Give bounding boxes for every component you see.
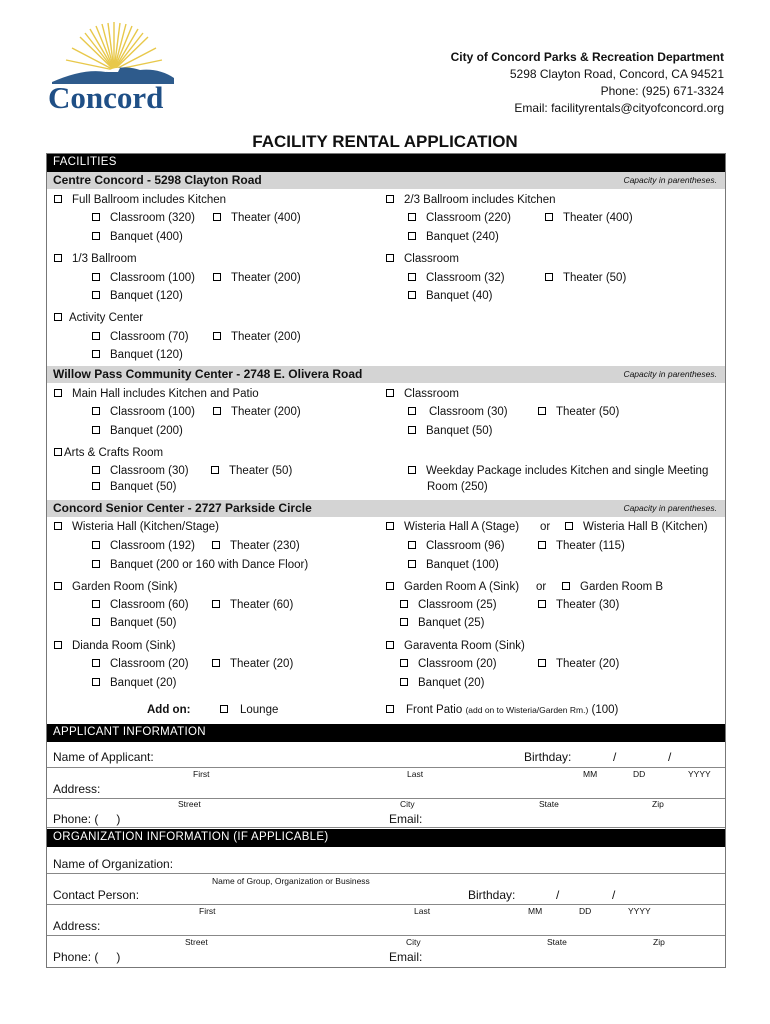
yyyy-hint: YYYY <box>628 906 651 916</box>
wa-theater-option[interactable]: Theater (115) <box>538 540 625 552</box>
department-email: Email: facilityrentals@cityofconcord.org <box>514 101 724 115</box>
org-name-line[interactable] <box>47 873 725 874</box>
contact-person-label: Contact Person: <box>53 888 140 902</box>
applicant-name-label: Name of Applicant: <box>53 750 154 764</box>
applicant-address-line[interactable] <box>47 798 725 799</box>
ot-banquet-option[interactable]: Banquet (120) <box>92 290 183 302</box>
wa-banquet-option[interactable]: Banquet (100) <box>408 559 499 571</box>
tt-classroom-option[interactable]: Classroom (220) <box>408 212 511 224</box>
front-patio-capacity: (100) <box>591 704 619 716</box>
org-address-line[interactable] <box>47 935 725 936</box>
wp-cl-banquet-option[interactable]: Banquet (50) <box>408 425 493 437</box>
wh-banquet-option[interactable]: Banquet (200 or 160 with Dance Floor) <box>92 559 308 571</box>
applicant-birthday-label: Birthday: <box>524 750 572 764</box>
applicant-name-line[interactable] <box>47 767 725 768</box>
one-third-ballroom-option[interactable]: 1/3 Ballroom <box>54 253 137 265</box>
wa-classroom-option[interactable]: Classroom (96) <box>408 540 505 552</box>
wisteria-b-option[interactable]: Wisteria Hall B (Kitchen) <box>565 521 708 533</box>
ga-theater-option[interactable]: Theater (30) <box>538 599 619 611</box>
dr-banquet-option[interactable]: Banquet (20) <box>92 677 177 689</box>
sun-mountain-icon <box>44 20 179 115</box>
dianda-room-option[interactable]: Dianda Room (Sink) <box>54 640 176 652</box>
garden-a-option[interactable]: Garden Room A (Sink) <box>386 581 519 593</box>
org-name-label: Name of Organization: <box>53 857 174 871</box>
gr-banquet-option[interactable]: Banquet (50) <box>92 617 177 629</box>
street-hint: Street <box>178 799 201 809</box>
dd-hint: DD <box>579 906 592 916</box>
date-slash: / <box>668 750 672 764</box>
org-email-label: Email: <box>389 950 423 964</box>
mm-hint: MM <box>583 769 598 779</box>
gv-banquet-option[interactable]: Banquet (20) <box>400 677 485 689</box>
dr-theater-option[interactable]: Theater (20) <box>212 658 293 670</box>
applicant-address-label: Address: <box>53 782 101 796</box>
garden-room-option[interactable]: Garden Room (Sink) <box>54 581 177 593</box>
centre-concord-header <box>47 172 725 189</box>
contact-person-line[interactable] <box>47 904 725 905</box>
wp-classroom-room-option[interactable]: Classroom <box>386 388 459 400</box>
centre-concord-name: Centre Concord - 5298 Clayton Road <box>53 173 262 187</box>
dr-classroom-option[interactable]: Classroom (20) <box>92 658 189 670</box>
date-slash: / <box>556 888 560 902</box>
department-name: City of Concord Parks & Recreation Department <box>450 50 724 64</box>
ar-classroom-option[interactable]: Classroom (30) <box>92 465 189 477</box>
wisteria-a-option[interactable]: Wisteria Hall A (Stage) <box>386 521 519 533</box>
add-on-label: Add on: <box>147 704 191 716</box>
willow-pass-header: Willow Pass Community Center - 2748 E. Olivera Road Capacity in parentheses. <box>47 366 725 383</box>
dd-hint: DD <box>633 769 646 779</box>
cc-classroom-option[interactable]: Classroom <box>386 253 459 265</box>
wp-cl-theater-option[interactable]: Theater (50) <box>538 406 619 418</box>
first-hint: First <box>199 906 216 916</box>
two-thirds-ballroom-option[interactable]: 2/3 Ballroom includes Kitchen <box>386 194 556 206</box>
date-slash: / <box>612 888 616 902</box>
state-hint: State <box>547 937 567 947</box>
or-text: or <box>540 521 551 533</box>
fb-classroom-option[interactable]: Classroom (320) <box>92 212 195 224</box>
willow-pass-name: Willow Pass Community Center - 2748 E. Olivera Road <box>53 367 363 381</box>
weekday-package-line2: Room (250) <box>427 481 488 493</box>
department-address: 5298 Clayton Road, Concord, CA 94521 <box>509 67 724 81</box>
org-name-hint: Name of Group, Organization or Business <box>212 876 370 886</box>
zip-hint: Zip <box>652 799 664 809</box>
fb-banquet-option[interactable]: Banquet (400) <box>92 231 183 243</box>
wp-cl-classroom-option[interactable]: Classroom (30) <box>408 406 508 418</box>
ac-banquet-option[interactable]: Banquet (120) <box>92 349 183 361</box>
yyyy-hint: YYYY <box>688 769 711 779</box>
tt-theater-option[interactable]: Theater (400) <box>545 212 633 224</box>
cl-banquet-option[interactable]: Banquet (40) <box>408 290 493 302</box>
city-logo <box>44 20 179 115</box>
organization-section-header: ORGANIZATION INFORMATION (IF APPLICABLE) <box>47 829 725 847</box>
org-phone-label: Phone: ( ) <box>53 950 121 964</box>
full-ballroom-option[interactable]: Full Ballroom includes Kitchen <box>54 194 226 206</box>
org-address-label: Address: <box>53 919 101 933</box>
wisteria-hall-option[interactable]: Wisteria Hall (Kitchen/Stage) <box>54 521 219 533</box>
last-hint: Last <box>414 906 431 916</box>
ga-classroom-option[interactable]: Classroom (25) <box>400 599 497 611</box>
cl-classroom-option[interactable]: Classroom (32) <box>408 272 505 284</box>
wh-classroom-option[interactable]: Classroom (192) <box>92 540 195 552</box>
applicant-phone-label: Phone: ( ) <box>53 812 121 826</box>
city-hint: City <box>406 937 421 947</box>
gr-classroom-option[interactable]: Classroom (60) <box>92 599 189 611</box>
department-phone: Phone: (925) 671-3324 <box>600 84 724 98</box>
senior-center-header: Concord Senior Center - 2727 Parkside Circle Capacity in parentheses. <box>47 500 725 517</box>
mm-hint: MM <box>528 906 543 916</box>
applicant-email-label: Email: <box>389 812 423 826</box>
first-hint: First <box>193 769 210 779</box>
wh-theater-option[interactable]: Theater (230) <box>212 540 300 552</box>
front-patio-option[interactable]: Front Patio (add on to Wisteria/Garden Rm.) (100) <box>386 704 618 716</box>
gr-theater-option[interactable]: Theater (60) <box>212 599 293 611</box>
date-slash: / <box>613 750 617 764</box>
or-text-2: or <box>536 581 547 593</box>
mh-classroom-option[interactable]: Classroom (100) <box>92 406 195 418</box>
street-hint: Street <box>185 937 208 947</box>
ar-theater-option[interactable]: Theater (50) <box>211 465 292 477</box>
senior-center-name: Concord Senior Center - 2727 Parkside Circle <box>53 501 312 515</box>
main-hall-option[interactable]: Main Hall includes Kitchen and Patio <box>54 388 259 400</box>
checkbox[interactable] <box>54 195 62 203</box>
tt-banquet-option[interactable]: Banquet (240) <box>408 231 499 243</box>
last-hint: Last <box>407 769 424 779</box>
zip-hint: Zip <box>653 937 665 947</box>
lounge-option[interactable]: Lounge <box>220 704 278 716</box>
fb-theater-option[interactable]: Theater (400) <box>213 212 301 224</box>
weekday-package-option[interactable]: Weekday Package includes Kitchen and single Meeting <box>408 465 708 477</box>
ot-classroom-option[interactable]: Classroom (100) <box>92 272 195 284</box>
city-hint: City <box>400 799 415 809</box>
ot-theater-option[interactable]: Theater (200) <box>213 272 301 284</box>
ac-theater-option[interactable]: Theater (200) <box>213 331 301 343</box>
ga-banquet-option[interactable]: Banquet (25) <box>400 617 485 629</box>
applicant-phone-line[interactable] <box>47 827 725 828</box>
ar-banquet-option[interactable]: Banquet (50) <box>92 481 177 493</box>
mh-theater-option[interactable]: Theater (200) <box>213 406 301 418</box>
state-hint: State <box>539 799 559 809</box>
arts-crafts-option[interactable]: Arts & Crafts Room <box>54 447 163 459</box>
mh-banquet-option[interactable]: Banquet (200) <box>92 425 183 437</box>
gv-classroom-option[interactable]: Classroom (20) <box>400 658 497 670</box>
garden-b-option[interactable]: Garden Room B <box>562 581 663 593</box>
front-patio-note: (add on to Wisteria/Garden Rm.) <box>465 705 589 715</box>
activity-center-option[interactable]: Activity Center <box>54 312 143 324</box>
garaventa-room-option[interactable]: Garaventa Room (Sink) <box>386 640 525 652</box>
capacity-note: Capacity in parentheses. <box>623 175 717 185</box>
facilities-section-header: FACILITIES <box>47 154 725 172</box>
contact-birthday-label: Birthday: <box>468 888 516 902</box>
ac-classroom-option[interactable]: Classroom (70) <box>92 331 189 343</box>
gv-theater-option[interactable]: Theater (20) <box>538 658 619 670</box>
svg-text:Concord: Concord <box>48 80 164 115</box>
applicant-section-header: APPLICANT INFORMATION <box>47 724 725 742</box>
cl-theater-option[interactable]: Theater (50) <box>545 272 626 284</box>
page-title: FACILITY RENTAL APPLICATION <box>252 132 518 151</box>
